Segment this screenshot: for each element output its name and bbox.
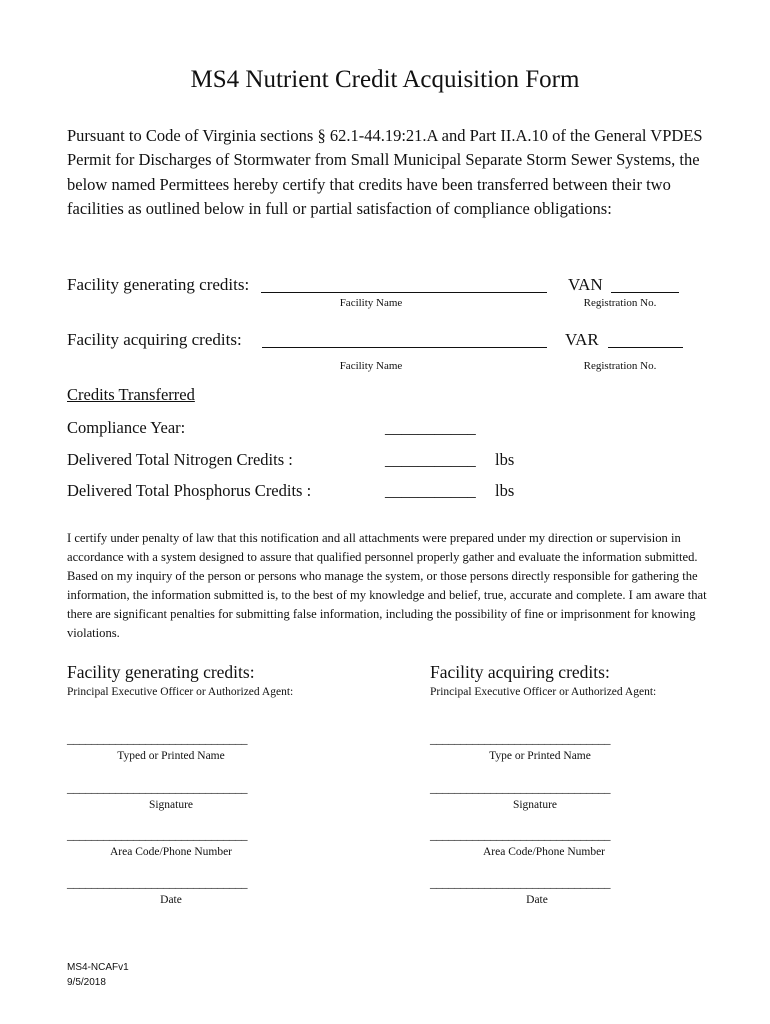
right-phone-field[interactable]: ______________________________ [430, 827, 610, 842]
left-date-caption: Date [160, 894, 182, 906]
nitrogen-credits-field[interactable]: ___________ [385, 450, 476, 469]
form-date: 9/5/2018 [67, 977, 106, 988]
acquiring-reg-prefix: VAR [565, 330, 599, 349]
certification-statement: I certify under penalty of law that this notification and all attachments were prepared under my direction or supervision in accordance with a system designed to assure that qualified personnel properly gather and evaluate the information submitted. Based on my inquiry of the person or persons who manage the system, or those persons directly responsible for gathering the information, the information submitted is, to the best of my knowledge and belief, true, accurate and complete. I am aware that there are significant penalties for submitting false information, including the possibility of fine or imprisonment for knowing violations. [67, 531, 707, 640]
left-date-field[interactable]: ______________________________ [67, 875, 247, 890]
left-phone-caption: Area Code/Phone Number [110, 846, 232, 858]
left-phone-field[interactable]: ______________________________ [67, 827, 247, 842]
right-name-field[interactable]: ______________________________ [430, 731, 610, 746]
generating-facility-name-caption: Facility Name [339, 297, 403, 309]
acquiring-reg-number-field[interactable] [608, 347, 683, 348]
compliance-year-field[interactable]: ___________ [385, 418, 476, 437]
right-phone-caption: Area Code/Phone Number [483, 846, 605, 858]
left-signature-field[interactable]: ______________________________ [67, 780, 247, 795]
left-signature-heading: Facility generating credits: [67, 662, 255, 682]
acquiring-facility-label: Facility acquiring credits: [67, 330, 242, 349]
phosphorus-credits-field[interactable]: ___________ [385, 481, 476, 500]
generating-facility-name-field[interactable] [261, 292, 547, 293]
generating-reg-prefix: VAN [568, 275, 603, 294]
form-id: MS4-NCAFv1 [67, 962, 129, 973]
phosphorus-unit: lbs [495, 481, 515, 500]
nitrogen-unit: lbs [495, 450, 515, 469]
credits-transferred-heading: Credits Transferred [67, 385, 195, 404]
right-signature-caption: Signature [512, 799, 558, 811]
generating-reg-number-field[interactable] [611, 292, 679, 293]
generating-reg-caption: Registration No. [583, 297, 657, 309]
intro-paragraph: Pursuant to Code of Virginia sections § 62.1-44.19:21.A and Part II.A.10 of the General VPDES Permit for Discharges of Stormwater from Small Municipal Separate Storm Sewer Systems, the below named Permittees hereby certify that credits have been transferred between their two facilities as outlined below in full or partial satisfaction of compliance obligations: [67, 126, 703, 218]
left-signature-caption: Signature [148, 799, 194, 811]
form-footer [67, 960, 129, 990]
right-signature-subheading: Principal Executive Officer or Authorized Agent: [430, 686, 657, 698]
right-date-field[interactable]: ______________________________ [430, 875, 610, 890]
left-signature-subheading: Principal Executive Officer or Authorized Agent: [67, 686, 294, 698]
acquiring-facility-name-caption: Facility Name [339, 360, 403, 372]
right-name-caption: Type or Printed Name [489, 750, 591, 762]
right-date-caption: Date [526, 894, 548, 906]
acquiring-reg-caption: Registration No. [583, 360, 657, 372]
page-title: MS4 Nutrient Credit Acquisition Form [190, 66, 580, 93]
phosphorus-credits-label: Delivered Total Phosphorus Credits : [67, 481, 312, 500]
nitrogen-credits-label: Delivered Total Nitrogen Credits : [67, 450, 293, 469]
left-name-caption: Typed or Printed Name [117, 750, 225, 762]
generating-facility-label: Facility generating credits: [67, 275, 250, 294]
left-name-field[interactable]: ______________________________ [67, 731, 247, 746]
acquiring-facility-name-field[interactable] [262, 347, 547, 348]
right-signature-field[interactable]: ______________________________ [430, 780, 610, 795]
right-signature-heading: Facility acquiring credits: [430, 662, 610, 682]
compliance-year-label: Compliance Year: [67, 418, 186, 437]
